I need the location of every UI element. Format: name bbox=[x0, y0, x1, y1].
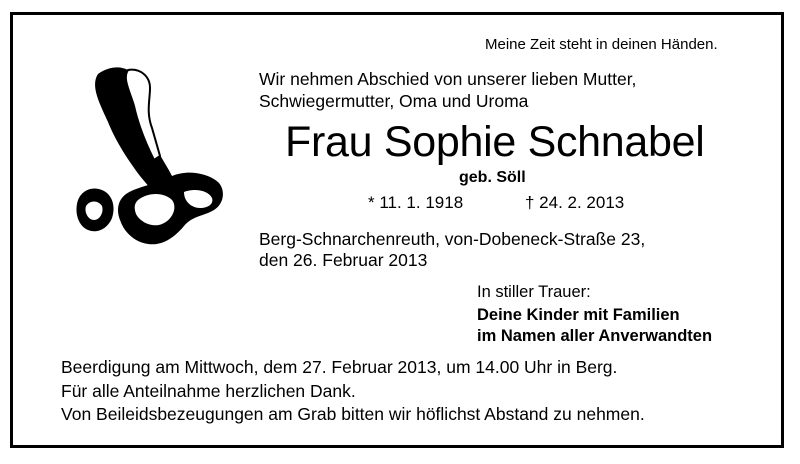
birth-date: * 11. 1. 1918 bbox=[368, 193, 464, 212]
death-date: † 24. 2. 2013 bbox=[525, 193, 625, 212]
mourning-intro: In stiller Trauer: bbox=[477, 283, 591, 301]
deceased-name: Frau Sophie Schnabel bbox=[285, 118, 705, 166]
thanks-line: Für alle Anteilnahme herzlichen Dank. bbox=[61, 380, 356, 401]
condolence-request-line: Von Beileidsbezeugungen am Grab bitten wir höflichst Abstand zu nehmen. bbox=[61, 404, 645, 424]
intro-line: Wir nehmen Abschied von unserer lieben Mutter, bbox=[259, 69, 637, 89]
mourners-line: im Namen aller Anverwandten bbox=[477, 327, 713, 345]
praying-hands-icon bbox=[68, 60, 228, 260]
maiden-name: geb. Söll bbox=[459, 169, 526, 186]
mourners-list bbox=[477, 305, 712, 347]
intro-line: Schwiegermutter, Oma und Uroma bbox=[259, 91, 529, 111]
intro-text bbox=[259, 68, 636, 112]
mourners-line: Deine Kinder mit Familien bbox=[477, 306, 680, 324]
funeral-line: Beerdigung am Mittwoch, dem 27. Februar 2013, um 14.00 Uhr in Berg. bbox=[61, 357, 618, 377]
date-line: den 26. Februar 2013 bbox=[259, 250, 428, 270]
place-date-text bbox=[259, 229, 645, 271]
place-line: Berg-Schnarchenreuth, von-Dobeneck-Straße 23, bbox=[259, 229, 646, 249]
funeral-info bbox=[61, 356, 645, 427]
motto-text: Meine Zeit steht in deinen Händen. bbox=[485, 36, 718, 53]
